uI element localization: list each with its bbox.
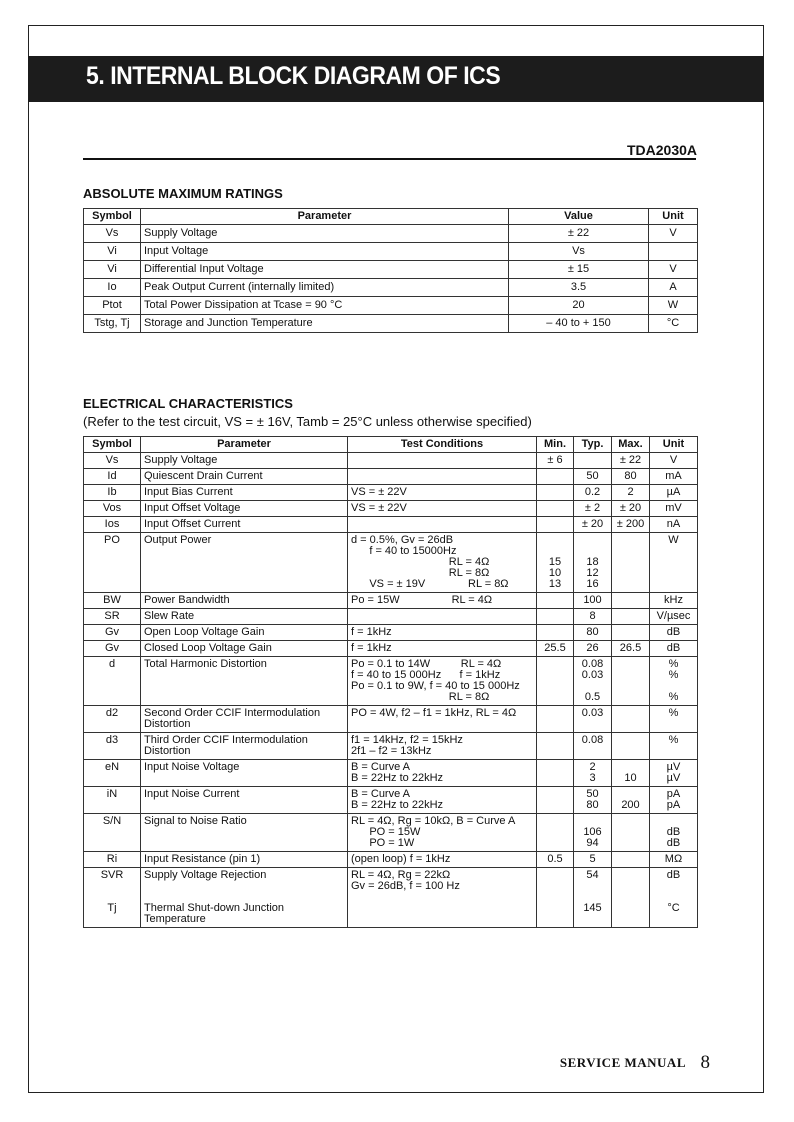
parameter-cell: Peak Output Current (internally limited) (141, 279, 509, 297)
min-cell (537, 787, 574, 814)
symbol-cell: Vi (84, 261, 141, 279)
cond-cell (348, 609, 537, 625)
min-cell (537, 469, 574, 485)
typ-cell: 18 12 16 (574, 533, 612, 593)
abs-max-table (83, 208, 698, 333)
sym-cell: d2 (84, 706, 141, 733)
table-row (84, 641, 698, 657)
param-cell: Third Order CCIF Intermodulation Distortion (141, 733, 348, 760)
cond-cell: VS = ± 22V (348, 501, 537, 517)
param-cell: Input Bias Current (141, 485, 348, 501)
abs-max-header (84, 209, 698, 225)
typ-cell: 0.2 (574, 485, 612, 501)
col-header: Symbol (84, 209, 141, 225)
param-cell: Input Noise Current (141, 787, 348, 814)
col-header: Unit (650, 437, 698, 453)
max-cell (612, 657, 650, 706)
cond-cell: f1 = 14kHz, f2 = 15kHz 2f1 – f2 = 13kHz (348, 733, 537, 760)
param-cell: Quiescent Drain Current (141, 469, 348, 485)
max-cell: ± 20 (612, 501, 650, 517)
unit-cell: V (649, 225, 698, 243)
sym-cell: Vs (84, 453, 141, 469)
cond-cell: VS = ± 22V (348, 485, 537, 501)
max-cell (612, 625, 650, 641)
param-cell: Power Bandwidth (141, 593, 348, 609)
table-row (84, 279, 698, 297)
max-cell: 200 (612, 787, 650, 814)
typ-cell (574, 453, 612, 469)
cond-cell (348, 469, 537, 485)
cond-cell (348, 453, 537, 469)
param-cell: Input Offset Voltage (141, 501, 348, 517)
cond-cell (348, 517, 537, 533)
table-row (84, 657, 698, 706)
symbol-cell: Vi (84, 243, 141, 261)
min-cell (537, 485, 574, 501)
typ-cell: 54 145 (574, 868, 612, 928)
max-cell: 2 (612, 485, 650, 501)
typ-cell: 26 (574, 641, 612, 657)
sym-cell: Ri (84, 852, 141, 868)
param-cell: Output Power (141, 533, 348, 593)
unit-cell: dB °C (650, 868, 698, 928)
typ-cell: 50 (574, 469, 612, 485)
param-cell: Supply Voltage Rejection Thermal Shut-down Junction Temperature (141, 868, 348, 928)
table-row (84, 625, 698, 641)
col-header: Min. (537, 437, 574, 453)
min-cell (537, 625, 574, 641)
symbol-cell: Io (84, 279, 141, 297)
sym-cell: Ib (84, 485, 141, 501)
cond-cell: (open loop) f = 1kHz (348, 852, 537, 868)
col-header: Max. (612, 437, 650, 453)
table-row (84, 609, 698, 625)
table-row (84, 593, 698, 609)
param-cell: Closed Loop Voltage Gain (141, 641, 348, 657)
min-cell: 15 10 13 (537, 533, 574, 593)
unit-cell: dB dB (650, 814, 698, 852)
col-header: Parameter (141, 437, 348, 453)
max-cell (612, 533, 650, 593)
unit-cell: % (650, 733, 698, 760)
table-row (84, 453, 698, 469)
abs-max-title: ABSOLUTE MAXIMUM RATINGS (83, 186, 283, 201)
table-row (84, 469, 698, 485)
parameter-cell: Storage and Junction Temperature (141, 315, 509, 333)
table-row (84, 485, 698, 501)
min-cell: ± 6 (537, 453, 574, 469)
min-cell (537, 868, 574, 928)
sym-cell: S/N (84, 814, 141, 852)
param-cell: Input Resistance (pin 1) (141, 852, 348, 868)
min-cell (537, 609, 574, 625)
max-cell (612, 706, 650, 733)
unit-cell: mV (650, 501, 698, 517)
max-cell: ± 200 (612, 517, 650, 533)
cond-cell: f = 1kHz (348, 641, 537, 657)
param-cell: Input Noise Voltage (141, 760, 348, 787)
max-cell (612, 868, 650, 928)
unit-cell: pA pA (650, 787, 698, 814)
min-cell: 0.5 (537, 852, 574, 868)
symbol-cell: Ptot (84, 297, 141, 315)
unit-cell: % % % (650, 657, 698, 706)
sym-cell: d3 (84, 733, 141, 760)
max-cell (612, 852, 650, 868)
col-header: Symbol (84, 437, 141, 453)
elec-char-subtitle: (Refer to the test circuit, VS = ± 16V, Tamb = 25°C unless otherwise specified) (83, 414, 532, 429)
max-cell (612, 814, 650, 852)
col-header: Unit (649, 209, 698, 225)
value-cell: Vs (509, 243, 649, 261)
col-header: Value (509, 209, 649, 225)
sym-cell: PO (84, 533, 141, 593)
unit-cell (649, 243, 698, 261)
cond-cell: PO = 4W, f2 – f1 = 1kHz, RL = 4Ω (348, 706, 537, 733)
min-cell (537, 814, 574, 852)
param-cell: Open Loop Voltage Gain (141, 625, 348, 641)
table-row (84, 868, 698, 928)
min-cell (537, 501, 574, 517)
unit-cell: MΩ (650, 852, 698, 868)
sym-cell: SR (84, 609, 141, 625)
max-cell (612, 609, 650, 625)
typ-cell: ± 20 (574, 517, 612, 533)
unit-cell: dB (650, 641, 698, 657)
max-cell: 26.5 (612, 641, 650, 657)
min-cell (537, 706, 574, 733)
col-header: Parameter (141, 209, 509, 225)
min-cell (537, 593, 574, 609)
unit-cell: dB (650, 625, 698, 641)
typ-cell: 100 (574, 593, 612, 609)
param-cell: Total Harmonic Distortion (141, 657, 348, 706)
table-row (84, 261, 698, 279)
param-cell: Second Order CCIF Intermodulation Distortion (141, 706, 348, 733)
unit-cell: V (649, 261, 698, 279)
unit-cell: V (650, 453, 698, 469)
table-row (84, 243, 698, 261)
unit-cell: A (649, 279, 698, 297)
param-cell: Supply Voltage (141, 453, 348, 469)
min-cell: 25.5 (537, 641, 574, 657)
section-title: 5. INTERNAL BLOCK DIAGRAM OF ICS (86, 62, 501, 90)
unit-cell: µV µV (650, 760, 698, 787)
cond-cell: B = Curve A B = 22Hz to 22kHz (348, 760, 537, 787)
max-cell: ± 22 (612, 453, 650, 469)
parameter-cell: Input Voltage (141, 243, 509, 261)
max-cell: 80 (612, 469, 650, 485)
min-cell (537, 517, 574, 533)
symbol-cell: Vs (84, 225, 141, 243)
unit-cell: V/µsec (650, 609, 698, 625)
parameter-cell: Supply Voltage (141, 225, 509, 243)
typ-cell: 5 (574, 852, 612, 868)
typ-cell: 0.08 (574, 733, 612, 760)
sym-cell: BW (84, 593, 141, 609)
table-row (84, 852, 698, 868)
max-cell: 10 (612, 760, 650, 787)
cond-cell: B = Curve A B = 22Hz to 22kHz (348, 787, 537, 814)
typ-cell: 2 3 (574, 760, 612, 787)
typ-cell: 50 80 (574, 787, 612, 814)
unit-cell: nA (650, 517, 698, 533)
table-row (84, 760, 698, 787)
sym-cell: Gv (84, 641, 141, 657)
typ-cell: 0.03 (574, 706, 612, 733)
param-cell: Signal to Noise Ratio (141, 814, 348, 852)
value-cell: – 40 to + 150 (509, 315, 649, 333)
param-cell: Input Offset Current (141, 517, 348, 533)
cond-cell: f = 1kHz (348, 625, 537, 641)
elec-char-header (84, 437, 698, 453)
footer-label: SERVICE MANUAL (559, 1055, 686, 1070)
value-cell: ± 15 (509, 261, 649, 279)
elec-char-table (83, 436, 698, 928)
table-row (84, 814, 698, 852)
cond-cell: Po = 15W RL = 4Ω (348, 593, 537, 609)
sym-cell: Vos (84, 501, 141, 517)
table-row (84, 517, 698, 533)
sym-cell: eN (84, 760, 141, 787)
unit-cell: °C (649, 315, 698, 333)
cond-cell: Po = 0.1 to 14W RL = 4Ω f = 40 to 15 000Hz f = 1kHz Po = 0.1 to 9W, f = 40 to 15 000Hz RL = 8Ω (348, 657, 537, 706)
value-cell: ± 22 (509, 225, 649, 243)
header-rule (83, 158, 696, 160)
section-banner (28, 56, 764, 102)
table-row (84, 533, 698, 593)
unit-cell: kHz (650, 593, 698, 609)
unit-cell: W (649, 297, 698, 315)
sym-cell: iN (84, 787, 141, 814)
unit-cell: mA (650, 469, 698, 485)
min-cell (537, 760, 574, 787)
unit-cell: % (650, 706, 698, 733)
table-row (84, 706, 698, 733)
col-header: Test Conditions (348, 437, 537, 453)
max-cell (612, 733, 650, 760)
typ-cell: 106 94 (574, 814, 612, 852)
typ-cell: ± 2 (574, 501, 612, 517)
sym-cell: Ios (84, 517, 141, 533)
cond-cell: RL = 4Ω, Rg = 22kΩ Gv = 26dB, f = 100 Hz (348, 868, 537, 928)
sym-cell: Id (84, 469, 141, 485)
value-cell: 20 (509, 297, 649, 315)
table-row (84, 501, 698, 517)
typ-cell: 80 (574, 625, 612, 641)
col-header: Typ. (574, 437, 612, 453)
parameter-cell: Differential Input Voltage (141, 261, 509, 279)
symbol-cell: Tstg, Tj (84, 315, 141, 333)
page-number: 8 (700, 1052, 710, 1073)
table-row (84, 787, 698, 814)
max-cell (612, 593, 650, 609)
chip-name: TDA2030A (626, 142, 697, 158)
cond-cell: RL = 4Ω, Rg = 10kΩ, B = Curve A PO = 15W PO = 1W (348, 814, 537, 852)
table-row (84, 225, 698, 243)
table-row (84, 297, 698, 315)
parameter-cell: Total Power Dissipation at Tcase = 90 °C (141, 297, 509, 315)
sym-cell: Gv (84, 625, 141, 641)
table-row (84, 315, 698, 333)
sym-cell: SVR Tj (84, 868, 141, 928)
cond-cell: d = 0.5%, Gv = 26dB f = 40 to 15000Hz RL = 4Ω RL = 8Ω VS = ± 19V RL = 8Ω (348, 533, 537, 593)
table-row (84, 733, 698, 760)
param-cell: Slew Rate (141, 609, 348, 625)
value-cell: 3.5 (509, 279, 649, 297)
min-cell (537, 657, 574, 706)
sym-cell: d (84, 657, 141, 706)
typ-cell: 0.08 0.03 0.5 (574, 657, 612, 706)
unit-cell: W (650, 533, 698, 593)
typ-cell: 8 (574, 609, 612, 625)
elec-char-title: ELECTRICAL CHARACTERISTICS (83, 396, 293, 411)
unit-cell: µA (650, 485, 698, 501)
min-cell (537, 733, 574, 760)
